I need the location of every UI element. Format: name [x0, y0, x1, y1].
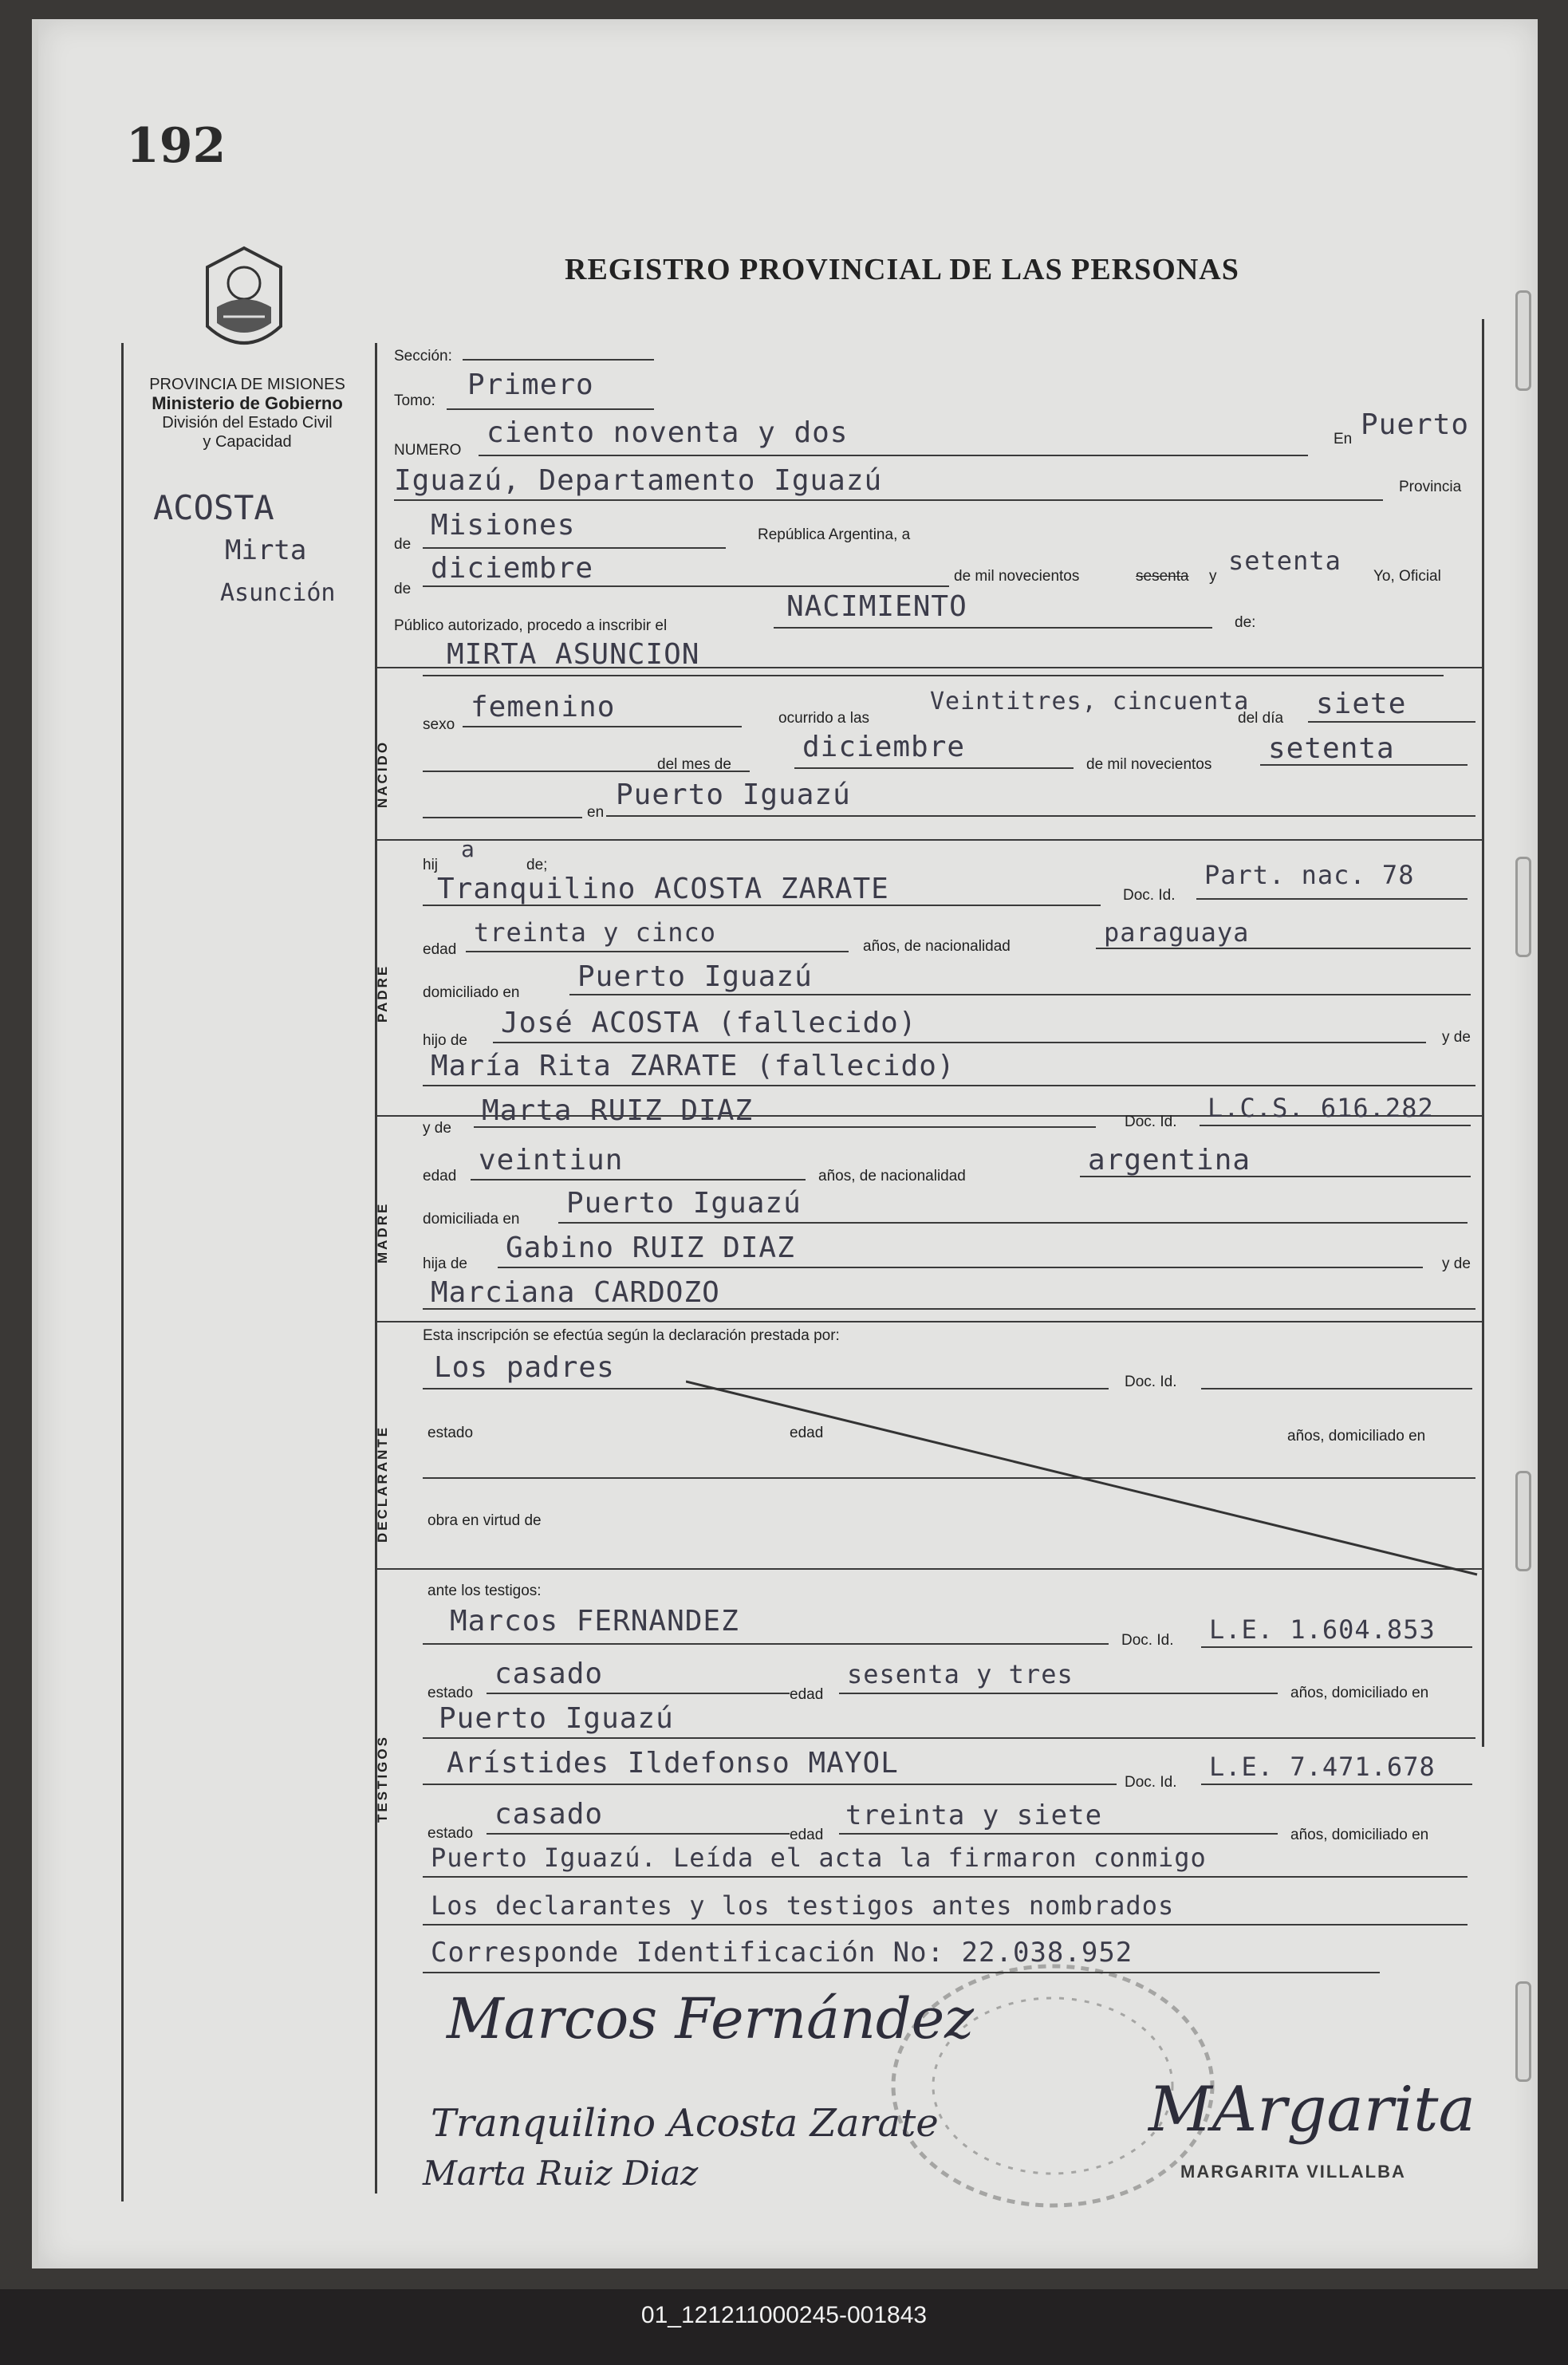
hijo-label: hij: [423, 857, 439, 873]
declarante-edad-label: edad: [790, 1425, 824, 1441]
numero-label: NUMERO: [394, 442, 462, 459]
yo-oficial-label: Yo, Oficial: [1373, 568, 1441, 585]
madre-edad-value: veintiun: [479, 1144, 624, 1177]
section-nacido: NACIDO: [375, 739, 390, 808]
sexo-line: [463, 726, 742, 727]
declarante-doc-label: Doc. Id.: [1125, 1374, 1177, 1390]
image-caption: 01_121211000245-001843: [640, 2302, 928, 2328]
seccion-line: [463, 359, 654, 361]
localidad-value: Iguazú, Departamento Iguazú: [394, 464, 883, 497]
hijo-a-value: a: [461, 836, 475, 862]
testigo1-dom-value: Puerto Iguazú: [439, 1702, 674, 1735]
closing-line-1: Puerto Iguazú. Leída el acta la firmaron conmigo: [431, 1843, 1207, 1873]
madre-y-de-label-2: y de: [1442, 1255, 1471, 1272]
padre-nombre-line: [423, 905, 1101, 906]
padre-nombre-value: Tranquilino ACOSTA ZARATE: [437, 873, 889, 905]
testigo1-doc-label: Doc. Id.: [1121, 1632, 1174, 1649]
testigo2-edad-line: [839, 1833, 1278, 1835]
padre-y-de-label: y de: [1442, 1029, 1471, 1046]
padre-nac-line: [1096, 948, 1471, 949]
padre-dom-value: Puerto Iguazú: [577, 960, 813, 993]
madre-nac-line: [1080, 1176, 1471, 1177]
madre-nombre-value: Marta RUIZ DIAZ: [482, 1094, 754, 1127]
signature-witness-1: Marcos Fernández: [447, 1986, 975, 2052]
declarante-estado-label: estado: [427, 1425, 474, 1441]
page-number: 192: [126, 118, 227, 174]
left-margin-rule: [121, 343, 124, 2201]
ministry-name: Ministerio de Gobierno: [152, 393, 343, 413]
testigo1-edad-label: edad: [790, 1686, 824, 1703]
nombre-line: [423, 675, 1444, 676]
publico-label: Público autorizado, procedo a inscribir el: [394, 617, 668, 634]
provincia-line: [423, 547, 726, 549]
madre-padre-value: Gabino RUIZ DIAZ: [506, 1232, 795, 1264]
madre-dom-value: Puerto Iguazú: [566, 1187, 802, 1220]
section-padre: PADRE: [375, 964, 390, 1023]
de-mil-label: de mil novecientos: [954, 568, 1080, 585]
padre-hijo-label: hijo de: [423, 1032, 467, 1049]
de-colon-label: de:: [1235, 614, 1256, 631]
padre-edad-label: edad: [423, 941, 457, 958]
closing-rule-2: [423, 1924, 1468, 1926]
margin-surname: ACOSTA: [153, 488, 274, 527]
closing-line-3: Corresponde Identificación No: 22.038.952: [431, 1937, 1133, 1969]
numero-value: ciento noventa y dos: [487, 416, 849, 449]
numero-line: [479, 455, 1308, 456]
madre-nac-label: años, de nacionalidad: [818, 1168, 966, 1184]
en-value: Puerto: [1361, 408, 1470, 441]
registry-title: REGISTRO PROVINCIAL DE LAS PERSONAS: [565, 253, 1239, 286]
testigo2-estado-line: [487, 1833, 790, 1835]
madre-dom-line: [558, 1222, 1468, 1224]
testigo1-estado-value: casado: [494, 1657, 604, 1690]
testigo1-dom-line: [423, 1737, 1475, 1739]
testigo1-dom-label: años, domiciliado en: [1290, 1685, 1429, 1701]
section-madre: MADRE: [375, 1201, 390, 1263]
testigo1-edad-line: [839, 1693, 1278, 1694]
testigo2-doc-label: Doc. Id.: [1125, 1774, 1177, 1791]
madre-edad-label: edad: [423, 1168, 457, 1184]
doc-id-label: Doc. Id.: [1123, 887, 1176, 904]
mes-nac-line: [794, 767, 1074, 769]
acto-value: NACIMIENTO: [786, 590, 967, 623]
provincial-seal-icon: [195, 243, 294, 363]
signature-father: Tranquilino Acosta Zarate: [431, 2101, 939, 2146]
testigo2-estado-value: casado: [494, 1798, 604, 1831]
mes-value: diciembre: [431, 552, 594, 585]
testigo2-value: Arístides Ildefonso MAYOL: [447, 1747, 899, 1780]
padre-madre-line: [423, 1085, 1475, 1086]
padre-doc-line: [1196, 898, 1468, 900]
testigo2-edad-label: edad: [790, 1827, 824, 1843]
anio-nac-value: setenta: [1268, 732, 1395, 765]
testigo2-dom-label: años, domiciliado en: [1290, 1827, 1429, 1843]
lugar-pre-line: [423, 817, 582, 818]
testigo1-value: Marcos FERNANDEZ: [450, 1605, 739, 1638]
closing-line-2: Los declarantes y los testigos antes nombrados: [431, 1890, 1175, 1921]
y-label: y: [1209, 568, 1217, 585]
madre-y-de-label: y de: [423, 1120, 451, 1137]
signature-official: MArgarita: [1148, 2074, 1475, 2146]
section-testigos: TESTIGOS: [375, 1735, 390, 1823]
madre-nac-value: argentina: [1088, 1144, 1251, 1177]
madre-edad-line: [471, 1179, 806, 1181]
testigo1-edad-value: sesenta y tres: [847, 1659, 1074, 1689]
declarante-dom-label: años, domiciliado en: [1287, 1428, 1426, 1445]
tomo-line: [447, 408, 654, 410]
padre-padre-line: [493, 1042, 1426, 1043]
nombre-value: MIRTA ASUNCION: [447, 638, 700, 671]
section-declarante: DECLARANTE: [375, 1425, 390, 1543]
official-name-stamp: MARGARITA VILLALBA: [1180, 2162, 1406, 2182]
mes-nac-value: diciembre: [802, 731, 966, 763]
rule-padre: [375, 839, 1482, 841]
padre-dom-label: domiciliado en: [423, 984, 520, 1001]
cancel-strike-line: [686, 1377, 1483, 1579]
ocurrido-label: ocurrido a las: [778, 710, 870, 727]
margin-first-name: Mirta: [225, 534, 307, 566]
testigo1-estado-label: estado: [427, 1685, 474, 1701]
sexo-label: sexo: [423, 716, 455, 733]
acto-line: [774, 627, 1212, 629]
testigo1-line: [423, 1643, 1109, 1645]
en-label: En: [1334, 431, 1353, 447]
testigo1-doc-value: L.E. 1.604.853: [1209, 1614, 1436, 1645]
closing-rule-1: [423, 1876, 1468, 1878]
rule-declarante: [375, 1321, 1482, 1322]
margin-second-name: Asunción: [220, 579, 336, 607]
padre-madre-value: María Rita ZARATE (fallecido): [431, 1050, 955, 1082]
testigo2-line: [423, 1784, 1117, 1785]
del-mes-label: del mes de: [657, 756, 731, 773]
madre-doc-line: [1200, 1125, 1471, 1126]
provincia-value: Misiones: [431, 509, 576, 542]
madre-madre-value: Marciana CARDOZO: [431, 1276, 720, 1309]
padre-dom-line: [569, 994, 1471, 995]
padre-doc-value: Part. nac. 78: [1204, 860, 1415, 890]
de-mil-label-2: de mil novecientos: [1086, 756, 1212, 773]
padre-nac-label: años, de nacionalidad: [863, 938, 1011, 955]
dia-line: [1308, 721, 1475, 723]
madre-hija-label: hija de: [423, 1255, 467, 1272]
testigo2-doc-line: [1201, 1784, 1472, 1785]
testigo2-estado-label: estado: [427, 1825, 474, 1842]
division-name: División del Estado Civil: [162, 414, 333, 432]
obra-label: obra en virtud de: [427, 1512, 542, 1529]
sesenta-label: sesenta: [1136, 568, 1189, 585]
province-name: PROVINCIA DE MISIONES: [149, 376, 345, 393]
padre-padre-value: José ACOSTA (fallecido): [501, 1007, 917, 1039]
dia-value: siete: [1316, 688, 1407, 720]
republica-label: República Argentina, a: [758, 526, 911, 543]
testigo2-edad-value: treinta y siete: [845, 1799, 1103, 1831]
seccion-label: Sección:: [394, 348, 452, 365]
tomo-label: Tomo:: [394, 392, 435, 409]
testigo1-estado-line: [487, 1693, 790, 1694]
inscripcion-label: Esta inscripción se efectúa según la declaración prestada por:: [423, 1327, 840, 1344]
en-label-2: en: [587, 804, 605, 821]
localidad-line: [394, 499, 1383, 501]
padre-edad-line: [466, 951, 849, 952]
anio-nac-line: [1260, 764, 1468, 766]
madre-doc-value: L.C.S. 616.282: [1208, 1093, 1434, 1123]
madre-padre-line: [498, 1267, 1423, 1268]
lugar-nac-line: [606, 815, 1475, 817]
del-dia-label: del día: [1238, 710, 1284, 727]
declarante-value: Los padres: [434, 1351, 615, 1384]
signature-mother: Marta Ruiz Diaz: [423, 2154, 699, 2193]
de-label-2: de: [394, 581, 412, 597]
ante-testigos-label: ante los testigos:: [427, 1583, 542, 1599]
issuing-office: [120, 375, 375, 451]
madre-nombre-line: [474, 1126, 1096, 1128]
de-label: de: [394, 536, 412, 553]
madre-madre-line: [423, 1308, 1475, 1310]
anio-inscripcion-value: setenta: [1228, 546, 1341, 576]
provincia-label: Provincia: [1399, 479, 1462, 495]
madre-doc-label: Doc. Id.: [1125, 1114, 1177, 1130]
padre-edad-value: treinta y cinco: [474, 917, 716, 948]
padre-nac-value: paraguaya: [1104, 917, 1250, 948]
madre-dom-label: domiciliada en: [423, 1211, 520, 1228]
testigo1-doc-line: [1201, 1646, 1472, 1648]
lugar-nac-value: Puerto Iguazú: [616, 778, 851, 811]
division-capacity: y Capacidad: [203, 433, 292, 451]
mes-line: [423, 585, 949, 587]
tomo-value: Primero: [467, 369, 594, 401]
de-semicolon-label: de;: [526, 857, 548, 873]
testigo2-doc-value: L.E. 7.471.678: [1209, 1752, 1436, 1782]
sexo-value: femenino: [471, 691, 616, 723]
hora-value: Veintitres, cincuenta: [930, 688, 1250, 715]
